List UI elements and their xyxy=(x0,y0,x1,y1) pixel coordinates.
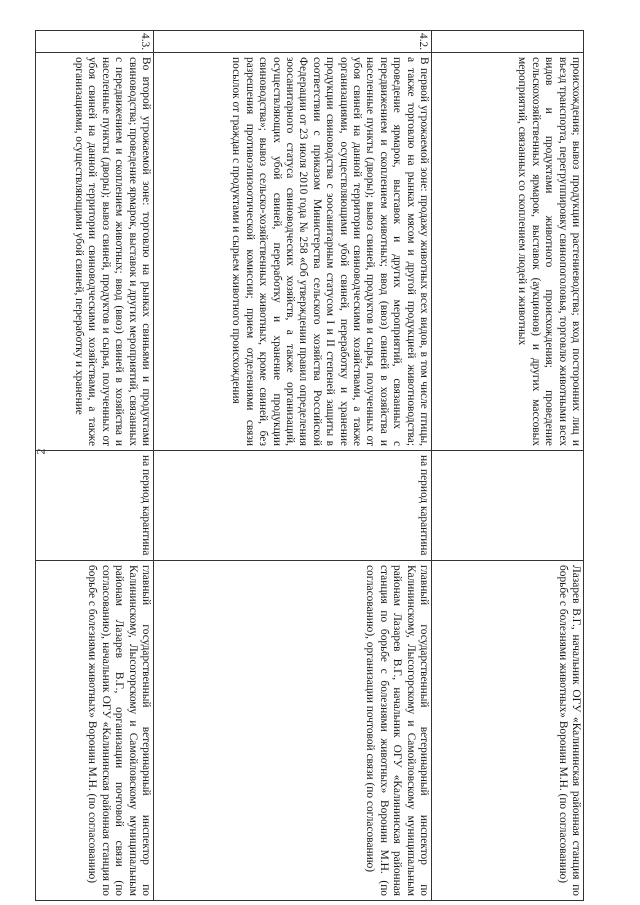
measure-description: В первой угрожаемой зоне: продажу животных всех видов, в том числе птицы, а также торговлю на рынках мясом и другой продукцией животноводства; проведение ярмарок, выставок и других мероприятий, связанных с передвижением и скоплением животных; ввод (ввоз) свиней в хозяйства и населенные пункты (дворы); вывоз свиней, продуктов и сырья, полученных от убоя свиней на данной территории свиноводческими хозяйствами, а также организациями, осуществляющими убой свиней, переработку и хранение продукции свиноводства с зоосанитарным статусом I и II степеней защиты в соответствии с приказом Министерства сельского хозяйства Российской Федерации от 23 июля 2010 года № 258 «Об утверждении правил определения зоосанитарного статуса свиноводческих хозяйств, а также организаций, осуществляющих убой свиней, переработку и хранение продукции свиноводства»; вывоз сельско-хозяйственных животных, кроме свиней, без разрешения противоэпизоотической комиссии; прием отделениями связи посылок от граждан с продуктами и сырьем животного происхождения xyxy=(154,53,432,451)
measure-description: происхождения; вывоз продукции растениеводства; вход посторонних лиц и въезд транспорта, перегруппировку свинопоголовья, торговлю животными всех видов и продуктами животного происхождения; проведение сельскохозяйственных ярмарок, выставок (аукционов) и других массовых мероприятий, связанных со скоплением людей и животных xyxy=(432,53,584,451)
table-row xyxy=(154,31,432,901)
responsible-persons: главный государственный ветеринарный инспектор по Калининскому, Лысогорскому и Самойловскому муниципальным районам Лазарев В.Г., начальник ОГУ «Калининская районная станция по борьбе с болезнями животных» Воронин М.Н. (по согласованию), организации почтовой связи (по согласованию) xyxy=(154,561,432,901)
row-number: 4.3. xyxy=(36,31,154,53)
measure-term: на период карантина xyxy=(36,451,154,561)
row-number xyxy=(432,31,584,53)
rotated-table-container xyxy=(72,30,584,900)
row-number: 4.2. xyxy=(154,31,432,53)
measure-term: на период карантина xyxy=(154,451,432,561)
table-row xyxy=(432,31,584,901)
table-row xyxy=(36,31,154,901)
page-number: 2 xyxy=(33,448,48,455)
responsible-persons: Лазарев В.Г., начальник ОГУ «Калининская районная станция по борьбе с болезнями животных» Воронин М.Н. (по согласованию) xyxy=(432,561,584,901)
measure-term xyxy=(432,451,584,561)
measure-description: Во второй угрожаемой зоне: торговлю на рынках свиньями и продуктами свиноводства; проведение ярмарок, выставок и других мероприятий, связанных с передвижением и скоплением животных; ввод (ввоз) свиней в хозяйства и населенные пункты (дворы); вывоз свиней, продуктов и сырья, полученных от убоя свиней на данной территории свиноводческими хозяйствами, а также организациями, осуществляющими убой свиней, переработку и хранение xyxy=(36,53,154,451)
measures-table xyxy=(35,30,584,901)
responsible-persons: главный государственный ветеринарный инспектор по Калининскому, Лысогорскому и Самойловскому муниципальным районам Лазарев В.Г., организации почтовой связи (по согласованию), начальник ОГУ «Калининская районная станция по борьбе с болезнями животных» Воронин М.Н. (по согласованию) xyxy=(36,561,154,901)
